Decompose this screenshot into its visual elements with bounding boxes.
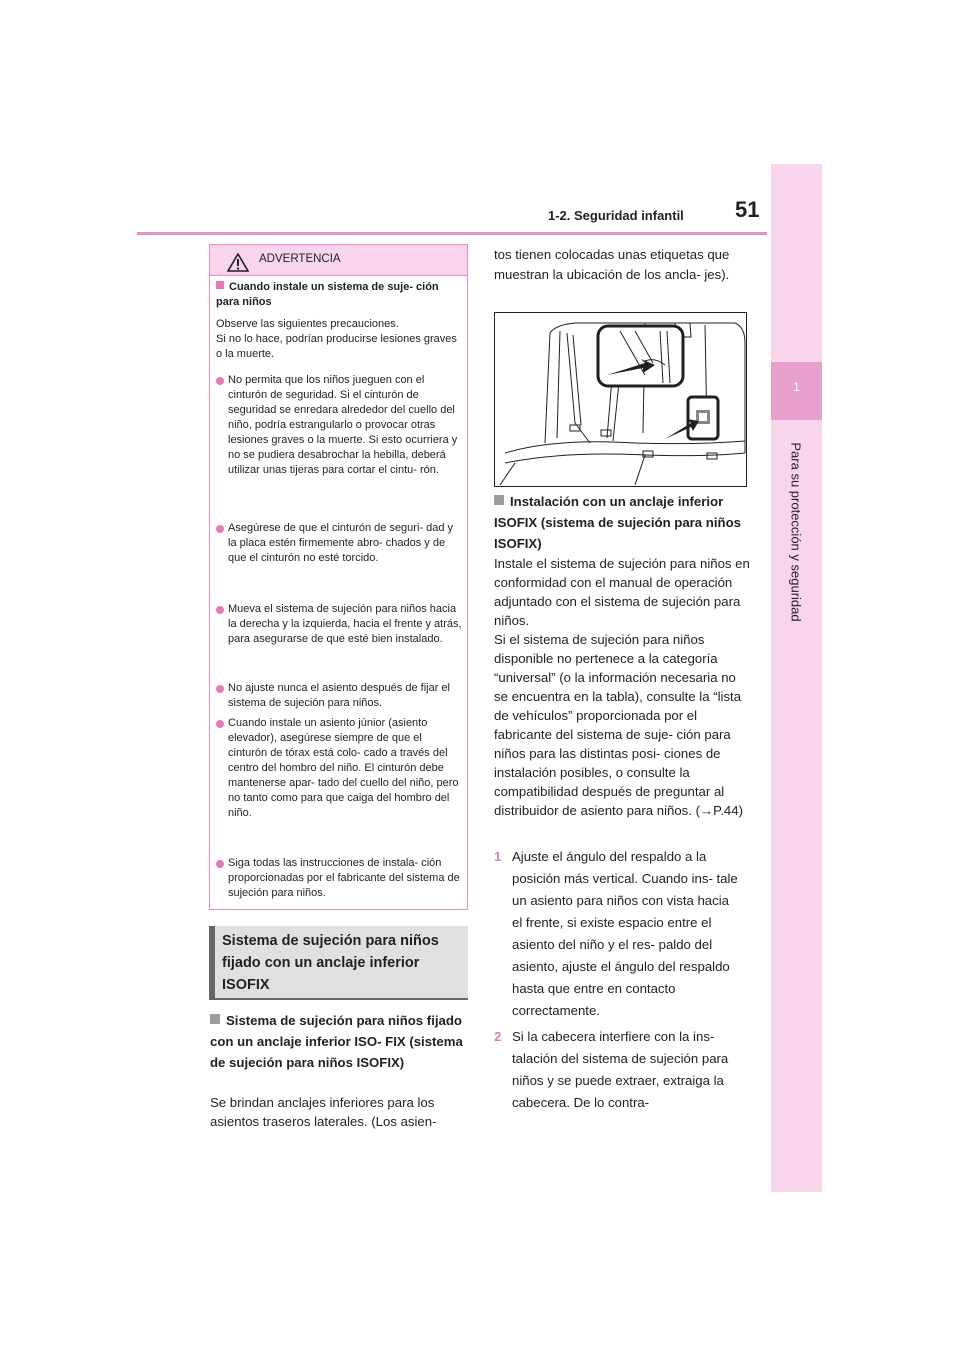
warning-bullet: No permita que los niños jueguen con el cinturón de seguridad. Si el cinturón de seguridad se enredara alrededor del cuello del niño, podría estrangularlo o provocar otras lesiones graves o la muerte. Si esto ocurriera y no se pudiera desabrochar la hebilla, deberá utilizar unas tijeras para cortar el cintu- rón. (216, 373, 463, 478)
section-heading-rule (209, 998, 468, 1000)
isofix-paragraph: Se brindan anclajes inferiores para los asientos traseros laterales. (Los asien- (210, 1095, 437, 1129)
isofix-anchor-illustration (494, 312, 747, 487)
warning-intro-2: Si no lo hace, podrían producirse lesiones graves o la muerte. (216, 333, 457, 360)
installation-paragraph-1: Instale el sistema de sujeción para niños en conformidad con el manual de operación adjuntado con el sistema de sujeción para niños. (494, 556, 750, 628)
section-heading-title: Sistema de sujeción para niños fijado con un anclaje inferior ISOFIX (222, 933, 439, 993)
round-bullet-icon (216, 685, 224, 693)
warning-bullet: Mueva el sistema de sujeción para niños hacia la derecha y la izquierda, hacia el frente y atrás, para asegurarse de que esté bien instalado. (216, 602, 463, 647)
isofix-subheading: Sistema de sujeción para niños fijado con un anclaje inferior ISO- FIX (sistema de sujeción para niños ISOFIX) (210, 1013, 463, 1070)
step-2 (494, 1026, 750, 1116)
step-1 (494, 846, 750, 1022)
rear-seat-illustration (495, 313, 746, 486)
isofix-paragraph-cont: tos tienen colocadas unas etiquetas que muestran la ubicación de los ancla- jes). (494, 247, 730, 282)
page-number: 51 (735, 197, 760, 222)
installation-subheading: Instalación con un anclaje inferior ISOFIX (sistema de sujeción para niños ISOFIX) (494, 494, 741, 551)
warning-intro-1: Observe las siguientes precauciones. (216, 318, 399, 330)
round-bullet-icon (216, 720, 224, 728)
round-bullet-icon (216, 860, 224, 868)
warning-title: ADVERTENCIA (259, 253, 341, 265)
chapter-title: Para su protección y seguridad (788, 442, 804, 622)
section-heading-bar (209, 926, 215, 1000)
step-text: Ajuste el ángulo del respaldo a la posición más vertical. Cuando ins- tale un asiento para niños con vista hacia el frente, si existe espacio entre el asiento del niño y el res- paldo del asiento, ajuste el ángulo del respaldo hasta que entre en contacto correctamente. (512, 849, 738, 1018)
square-bullet-icon (216, 281, 224, 289)
step-number: 1 (494, 849, 502, 864)
round-bullet-icon (216, 606, 224, 614)
warning-triangle-icon (227, 253, 249, 272)
header-rule (137, 232, 767, 235)
square-bullet-icon (210, 1014, 220, 1024)
installation-paragraph-2: Si el sistema de sujeción para niños disponible no pertenece a la categoría “universal” (o la información necesaria no se encuentra en la tabla), consulte la “lista de vehículos” proporcionada por el fabricante del sistema de suje- ción para niños para las distintas posi- ciones de instalación posibles, o consulte la compatibilidad después de preguntar al distribuidor de asiento para niños. (→P.44) (494, 632, 743, 818)
square-bullet-icon (494, 495, 504, 505)
round-bullet-icon (216, 377, 224, 385)
warning-bullet: Cuando instale un asiento júnior (asiento elevador), asegúrese siempre de que el cinturón de tórax está colo- cado a través del centro del hombro del niño. El cinturón debe mantenerse apar- tado del cuello del niño, pero no tanto como para que caiga del hombro del niño. (216, 716, 463, 821)
round-bullet-icon (216, 525, 224, 533)
chapter-side-tab (771, 164, 822, 1192)
step-number: 2 (494, 1029, 502, 1044)
step-text: Si la cabecera interfiere con la ins- talación del sistema de sujeción para niños y se puede extraer, extraiga la cabecera. De lo contra- (512, 1029, 729, 1110)
warning-box (209, 244, 468, 910)
warning-bullet: Asegúrese de que el cinturón de seguri- dad y la placa estén firmemente abro- chados y de que el cinturón no esté torcido. (216, 521, 463, 566)
warning-header (210, 245, 467, 276)
warning-bullet: No ajuste nunca el asiento después de fijar el sistema de sujeción para niños. (216, 681, 463, 711)
section-title: 1-2. Seguridad infantil (548, 208, 684, 223)
chapter-number: 1 (793, 380, 800, 394)
warning-bullet: Siga todas las instrucciones de instala- ción proporcionadas por el fabricante del sistema de sujeción para niños. (216, 856, 463, 901)
warning-subheading: Cuando instale un sistema de suje- ción para niños (216, 281, 439, 308)
